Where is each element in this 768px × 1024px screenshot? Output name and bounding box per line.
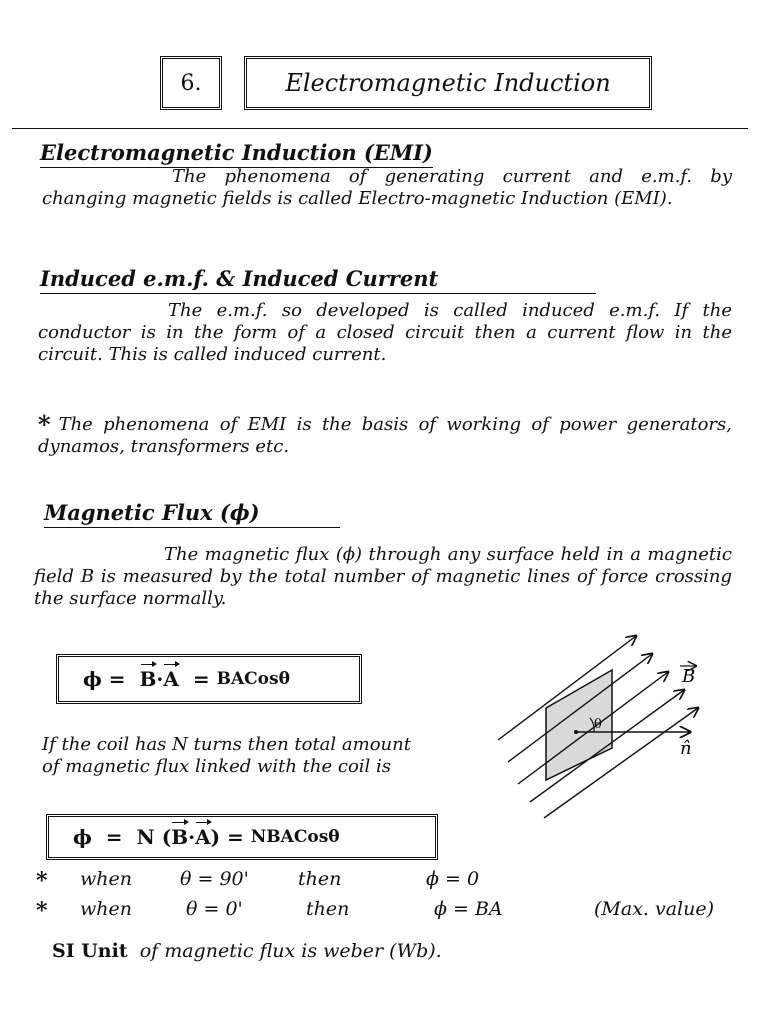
case-then: then	[298, 868, 342, 890]
flux-heading: Magnetic Flux (ϕ)	[44, 500, 340, 528]
equals-sign: =	[108, 667, 126, 691]
case-bullet: *	[36, 868, 48, 894]
case-when: when	[80, 898, 132, 920]
emi-heading: Electromagnetic Induction (EMI)	[40, 140, 433, 168]
si-unit-label: SI Unit	[52, 940, 128, 962]
flux-paragraph: The magnetic flux (ϕ) through any surface held in a magnetic field B is measured by the total number of magnetic lines of force crossing the surface normally.	[34, 544, 732, 609]
chapter-number-box	[160, 56, 222, 110]
surface-plane	[546, 670, 612, 780]
case-when: when	[80, 868, 132, 890]
close-paren: )	[210, 825, 221, 849]
case-row	[0, 868, 768, 896]
si-unit-text: of magnetic flux is weber (Wb).	[139, 940, 442, 962]
chapter-title: Electromagnetic Induction	[285, 69, 611, 97]
case-bullet: *	[36, 898, 48, 924]
phi-symbol: ϕ	[73, 825, 92, 849]
dot-operator: ·	[188, 825, 196, 849]
induced-note	[38, 410, 732, 458]
vector-a: A	[163, 667, 179, 691]
b-vector-label: B	[682, 666, 696, 687]
case-row	[0, 898, 768, 926]
chapter-title-box	[244, 56, 652, 110]
flux-formula-box	[56, 654, 362, 704]
case-result: ϕ = 0	[426, 868, 480, 890]
equals-sign: =	[105, 825, 123, 849]
induced-heading: Induced e.m.f. & Induced Current	[40, 266, 596, 294]
case-condition: θ = 0'	[186, 898, 243, 920]
formula-result: NBACosθ	[250, 827, 340, 847]
emi-paragraph: The phenomena of generating current and e.m.f. by changing magnetic fields is called Electro-magnetic Induction (EMI).	[42, 166, 732, 209]
case-then: then	[306, 898, 350, 920]
theta-label: θ	[594, 717, 602, 732]
note-text: The phenomena of EMI is the basis of working of power generators, dynamos, transformers etc.	[38, 414, 732, 457]
n-open-paren: N (	[136, 825, 172, 849]
flux-diagram	[490, 630, 730, 820]
chapter-number: 6.	[180, 70, 202, 96]
vector-b: B	[171, 825, 189, 849]
formula-result: BACosθ	[216, 669, 290, 689]
case-note: (Max. value)	[594, 898, 715, 920]
n-hat-label: n̂	[680, 738, 692, 759]
case-result: ϕ = BA	[434, 898, 503, 920]
equals-sign: =	[192, 667, 210, 691]
note-bullet: *	[38, 410, 51, 439]
equals-sign: =	[227, 825, 244, 849]
vector-b: B	[139, 667, 157, 691]
vector-a: A	[195, 825, 211, 849]
phi-symbol: ϕ	[83, 667, 102, 691]
induced-paragraph: The e.m.f. so developed is called induced e.m.f. If the conductor is in the form of a closed circuit then a current flow in the circuit. This is called induced current.	[38, 300, 732, 365]
coil-paragraph: If the coil has N turns then total amount of magnetic flux linked with the coil is	[42, 734, 411, 777]
coil-flux-formula-box	[46, 814, 438, 860]
dot-operator: ·	[156, 667, 164, 691]
header-divider	[12, 128, 748, 129]
si-unit-line	[52, 940, 442, 962]
case-condition: θ = 90'	[180, 868, 249, 890]
